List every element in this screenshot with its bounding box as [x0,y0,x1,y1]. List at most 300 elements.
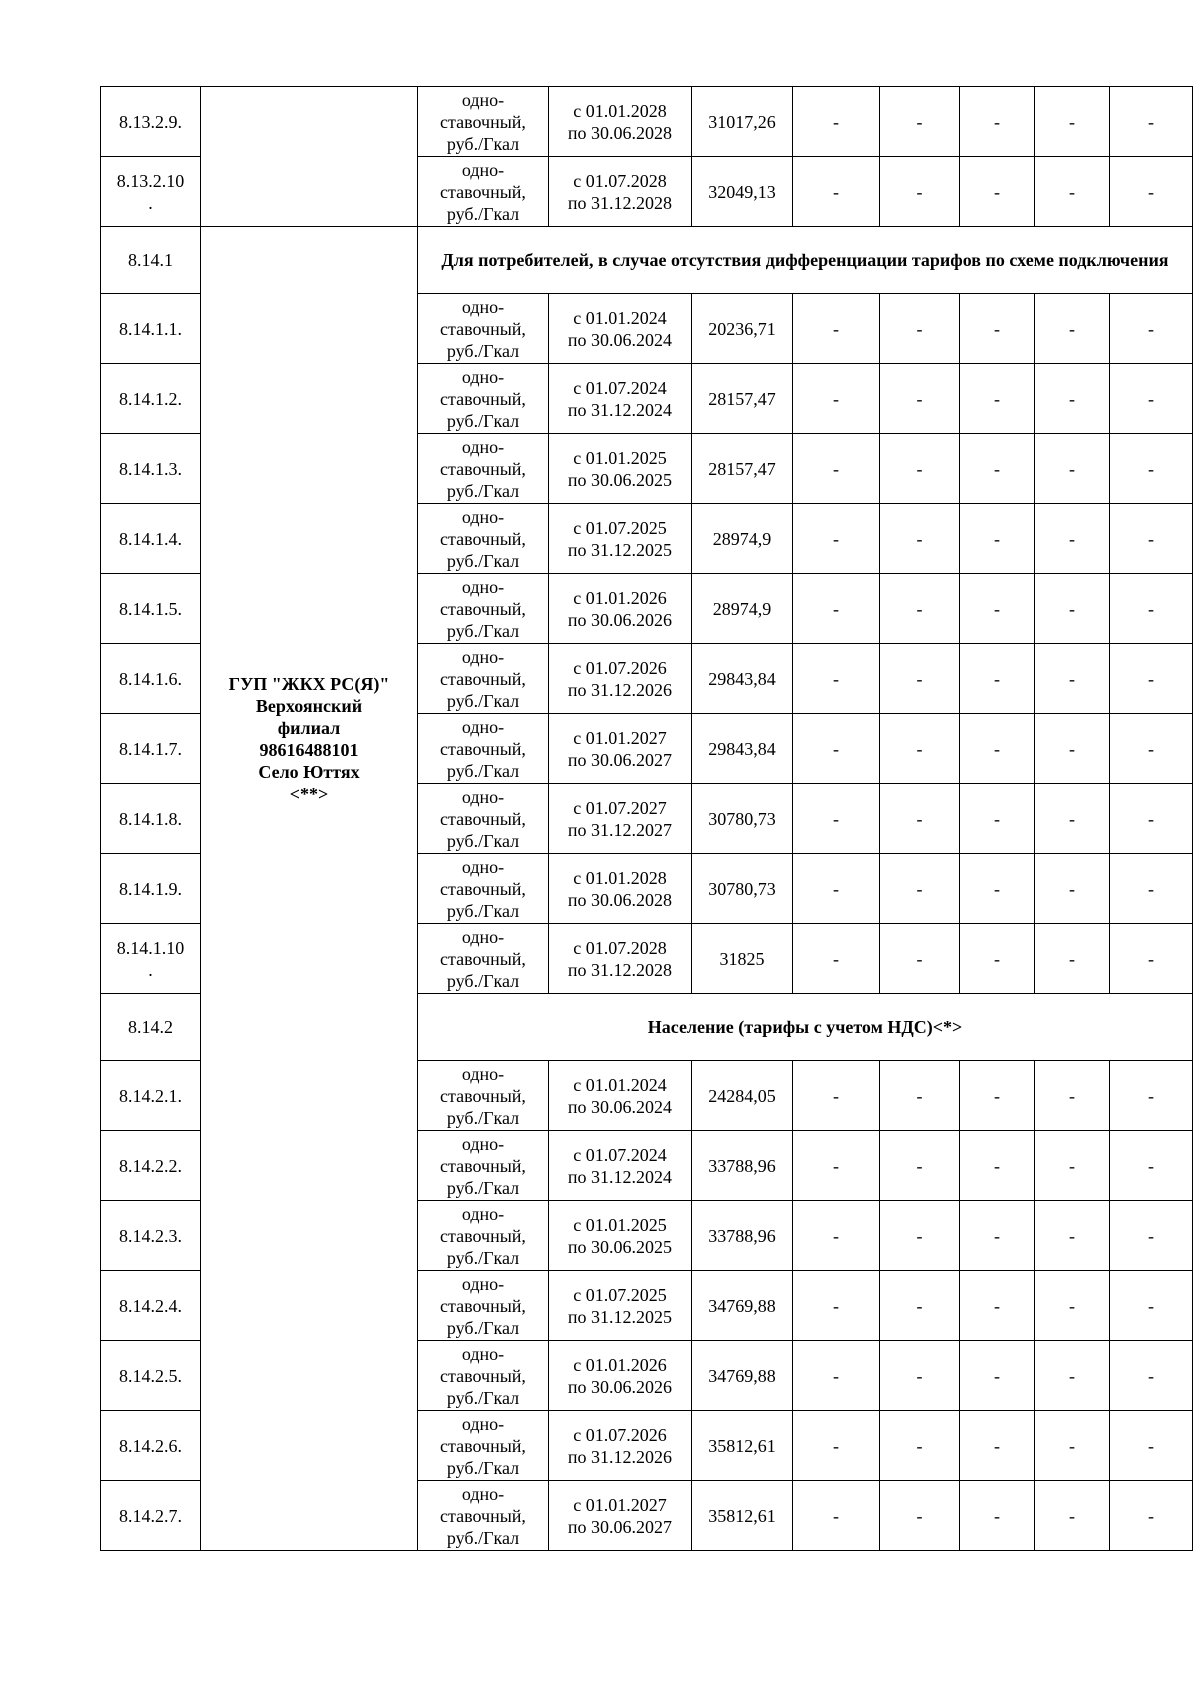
empty-value-dash: - [1110,854,1193,924]
empty-value-dash: - [880,87,960,157]
row-code-text: 8.14.2.3. [119,1225,182,1246]
validity-period-line: по 31.12.2028 [567,959,673,980]
tariff-type-line: ставочный, [440,668,526,689]
empty-value-dash: - [1110,434,1193,504]
empty-value-dash: - [960,1201,1035,1271]
tariff-type [418,504,549,574]
tariff-type-line: руб./Гкал [446,410,520,431]
section-code: 8.14.1 [101,227,201,294]
organization-line: Верхоянский [255,695,363,716]
tariff-type-line: одно- [461,89,505,110]
empty-value-dash: - [1110,784,1193,854]
empty-value-dash: - [1035,1061,1110,1131]
empty-value-dash: - [880,1271,960,1341]
tariff-type-line: одно- [461,1343,505,1364]
empty-value-dash: - [880,157,960,227]
empty-value-dash: - [793,434,880,504]
empty-value-dash: - [793,1061,880,1131]
tariff-type-line: руб./Гкал [446,1457,520,1478]
row-code [101,1271,201,1341]
tariff-value: 31825 [692,924,793,994]
validity-period [549,1341,692,1411]
empty-value-dash: - [960,574,1035,644]
validity-period-line: с 01.01.2026 [573,1354,667,1375]
empty-value-dash: - [1035,157,1110,227]
validity-period-line: с 01.01.2024 [573,307,667,328]
empty-value-dash: - [1035,854,1110,924]
tariff-type [418,854,549,924]
row-code-text: 8.14.1.2. [119,388,182,409]
tariff-value: 34769,88 [692,1271,793,1341]
tariff-type-line: руб./Гкал [446,340,520,361]
tariff-type-line: одно- [461,786,505,807]
validity-period-line: по 31.12.2025 [567,539,673,560]
empty-value-dash: - [880,574,960,644]
row-code-text: 8.13.2.10 [116,170,185,191]
empty-value-dash: - [960,924,1035,994]
tariff-type-line: одно- [461,296,505,317]
empty-value-dash: - [880,924,960,994]
tariff-type-line: ставочный, [440,738,526,759]
validity-period-line: с 01.01.2027 [573,727,667,748]
organization-line: 98616488101 [259,739,359,760]
validity-period-line: с 01.01.2024 [573,1074,667,1095]
validity-period-line: по 30.06.2027 [567,1516,673,1537]
empty-value-dash: - [1035,364,1110,434]
validity-period [549,504,692,574]
empty-value-dash: - [1110,504,1193,574]
empty-value-dash: - [880,504,960,574]
tariff-type-line: руб./Гкал [446,900,520,921]
tariff-type [418,1411,549,1481]
tariff-type-line: руб./Гкал [446,970,520,991]
validity-period [549,1411,692,1481]
validity-period-line: с 01.01.2028 [573,867,667,888]
validity-period [549,1481,692,1551]
empty-value-dash: - [1110,574,1193,644]
validity-period-line: с 01.07.2028 [573,937,667,958]
row-code-text: 8.14.1.10 [116,937,185,958]
tariff-type-line: одно- [461,716,505,737]
empty-value-dash: - [880,1411,960,1481]
empty-value-dash: - [880,714,960,784]
empty-value-dash: - [793,1201,880,1271]
tariff-type-line: ставочный, [440,388,526,409]
tariff-type [418,574,549,644]
row-code [101,1411,201,1481]
tariff-value: 33788,96 [692,1131,793,1201]
tariff-type [418,924,549,994]
tariff-type-line: руб./Гкал [446,550,520,571]
row-code-text: 8.14.2.1. [119,1085,182,1106]
row-code-text: 8.14.1.6. [119,668,182,689]
row-code [101,1341,201,1411]
row-code [101,1481,201,1551]
row-code-text: 8.14.2.6. [119,1435,182,1456]
row-code [101,644,201,714]
tariff-value: 29843,84 [692,714,793,784]
tariff-type-line: ставочный, [440,181,526,202]
validity-period-line: по 31.12.2026 [567,1446,673,1467]
organization-cell [201,227,418,1551]
empty-value-dash: - [793,157,880,227]
empty-value-dash: - [1110,644,1193,714]
row-code-text: 8.14.2.5. [119,1365,182,1386]
empty-value-dash: - [880,434,960,504]
validity-period-line: по 31.12.2026 [567,679,673,700]
empty-value-dash: - [960,364,1035,434]
tariff-type-line: руб./Гкал [446,690,520,711]
tariff-value: 29843,84 [692,644,793,714]
validity-period [549,294,692,364]
tariff-type-line: одно- [461,506,505,527]
tariff-type-line: руб./Гкал [446,1387,520,1408]
tariff-type-line: одно- [461,1273,505,1294]
validity-period-line: по 30.06.2028 [567,122,673,143]
empty-value-dash: - [960,1061,1035,1131]
tariff-type-line: ставочный, [440,1155,526,1176]
row-code [101,784,201,854]
row-code [101,294,201,364]
empty-value-dash: - [1110,1061,1193,1131]
tariff-type-line: ставочный, [440,1365,526,1386]
empty-value-dash: - [1035,1481,1110,1551]
tariff-type-line: ставочный, [440,1295,526,1316]
validity-period [549,1271,692,1341]
empty-value-dash: - [1110,294,1193,364]
row-code-text: 8.14.1.4. [119,528,182,549]
empty-value-dash: - [960,784,1035,854]
tariff-value: 28157,47 [692,434,793,504]
empty-value-dash: - [880,854,960,924]
tariff-value: 30780,73 [692,784,793,854]
organization-line: <**> [289,783,329,804]
validity-period-line: по 30.06.2025 [567,1236,673,1257]
tariff-type-line: одно- [461,646,505,667]
row-code-text: 8.14.1.8. [119,808,182,829]
empty-value-dash: - [1110,364,1193,434]
tariff-type-line: ставочный, [440,1505,526,1526]
tariff-type-line: ставочный, [440,528,526,549]
validity-period-line: с 01.07.2024 [573,377,667,398]
validity-period-line: с 01.07.2025 [573,517,667,538]
tariff-value: 33788,96 [692,1201,793,1271]
validity-period [549,1201,692,1271]
validity-period [549,574,692,644]
tariff-type-line: ставочный, [440,1225,526,1246]
tariff-type-line: ставочный, [440,948,526,969]
tariff-type-line: ставочный, [440,1435,526,1456]
organization-line: филиал [277,717,341,738]
empty-value-dash: - [1035,294,1110,364]
empty-value-dash: - [1035,504,1110,574]
section-code: 8.14.2 [101,994,201,1061]
row-code [101,87,201,157]
empty-value-dash: - [960,1341,1035,1411]
organization-line: ГУП "ЖКХ РС(Я)" [228,673,390,694]
tariff-type [418,1061,549,1131]
tariff-type [418,87,549,157]
tariff-type-line: руб./Гкал [446,620,520,641]
tariff-type-line: одно- [461,436,505,457]
empty-value-dash: - [793,1411,880,1481]
validity-period [549,364,692,434]
empty-value-dash: - [1035,1271,1110,1341]
row-code [101,1131,201,1201]
empty-value-dash: - [960,1271,1035,1341]
tariff-type [418,1271,549,1341]
row-code [101,924,201,994]
row-code [101,364,201,434]
empty-value-dash: - [1035,924,1110,994]
row-code-text: 8.14.2.4. [119,1295,182,1316]
empty-value-dash: - [1110,714,1193,784]
row-code [101,157,201,227]
tariff-type [418,1131,549,1201]
tariff-type-line: одно- [461,576,505,597]
empty-value-dash: - [793,364,880,434]
row-code-suffix: . [148,192,153,213]
tariff-type [418,714,549,784]
table-row [101,87,1193,157]
tariff-value: 35812,61 [692,1481,793,1551]
empty-value-dash: - [880,644,960,714]
validity-period [549,87,692,157]
validity-period [549,644,692,714]
empty-value-dash: - [960,294,1035,364]
section-title: Население (тарифы с учетом НДС)<*> [418,994,1193,1061]
empty-value-dash: - [960,714,1035,784]
validity-period-line: с 01.01.2026 [573,587,667,608]
tariff-type-line: ставочный, [440,111,526,132]
tariff-value: 20236,71 [692,294,793,364]
empty-value-dash: - [793,924,880,994]
validity-period-line: с 01.01.2028 [573,100,667,121]
empty-value-dash: - [1110,157,1193,227]
row-code-text: 8.14.1.9. [119,878,182,899]
empty-value-dash: - [880,294,960,364]
tariff-type [418,157,549,227]
tariff-value: 24284,05 [692,1061,793,1131]
row-code [101,1061,201,1131]
tariff-value: 28157,47 [692,364,793,434]
tariff-type [418,1341,549,1411]
tariff-table-body [101,87,1193,1551]
empty-value-dash: - [960,854,1035,924]
row-code-text: 8.14.2.7. [119,1505,182,1526]
row-code-text: 8.14.1.3. [119,458,182,479]
validity-period-line: с 01.01.2025 [573,1214,667,1235]
validity-period-line: с 01.07.2026 [573,657,667,678]
empty-value-dash: - [793,87,880,157]
validity-period [549,434,692,504]
empty-value-dash: - [1110,924,1193,994]
empty-value-dash: - [880,784,960,854]
empty-value-dash: - [960,87,1035,157]
row-code [101,714,201,784]
organization-line: Село Юттях [258,761,360,782]
empty-value-dash: - [793,854,880,924]
tariff-type [418,294,549,364]
empty-value-dash: - [1110,1131,1193,1201]
tariff-table [100,86,1193,1551]
empty-value-dash: - [960,434,1035,504]
tariff-type-line: руб./Гкал [446,203,520,224]
tariff-type-line: одно- [461,926,505,947]
tariff-type [418,644,549,714]
validity-period [549,854,692,924]
tariff-type [418,364,549,434]
validity-period-line: по 31.12.2024 [567,399,673,420]
empty-value-dash: - [1035,1201,1110,1271]
validity-period-line: с 01.07.2024 [573,1144,667,1165]
validity-period-line: по 31.12.2025 [567,1306,673,1327]
row-code-text: 8.14.1.5. [119,598,182,619]
validity-period-line: с 01.07.2026 [573,1424,667,1445]
empty-value-dash: - [1110,1271,1193,1341]
row-code-suffix: . [148,959,153,980]
tariff-type [418,434,549,504]
tariff-type-line: одно- [461,159,505,180]
row-code [101,504,201,574]
empty-value-dash: - [1110,1411,1193,1481]
tariff-type-line: одно- [461,1133,505,1154]
tariff-value: 34769,88 [692,1341,793,1411]
validity-period-line: по 30.06.2024 [567,1096,673,1117]
validity-period-line: по 30.06.2025 [567,469,673,490]
tariff-type-line: ставочный, [440,458,526,479]
tariff-type-line: руб./Гкал [446,1527,520,1548]
tariff-type-line: одно- [461,1203,505,1224]
empty-value-dash: - [960,1481,1035,1551]
tariff-value: 35812,61 [692,1411,793,1481]
validity-period-line: по 30.06.2028 [567,889,673,910]
tariff-type-line: руб./Гкал [446,133,520,154]
empty-value-dash: - [880,1341,960,1411]
empty-value-dash: - [1035,87,1110,157]
empty-value-dash: - [960,157,1035,227]
validity-period [549,924,692,994]
validity-period-line: с 01.01.2025 [573,447,667,468]
empty-value-dash: - [793,644,880,714]
empty-value-dash: - [880,364,960,434]
empty-value-dash: - [1110,87,1193,157]
validity-period-line: с 01.01.2027 [573,1494,667,1515]
validity-period-line: с 01.07.2028 [573,170,667,191]
row-code [101,1201,201,1271]
validity-period [549,714,692,784]
tariff-type-line: руб./Гкал [446,830,520,851]
validity-period [549,157,692,227]
tariff-type-line: руб./Гкал [446,480,520,501]
row-code-text: 8.14.1.1. [119,318,182,339]
tariff-type-line: руб./Гкал [446,1107,520,1128]
empty-value-dash: - [880,1481,960,1551]
empty-value-dash: - [793,504,880,574]
validity-period-line: по 30.06.2027 [567,749,673,770]
validity-period-line: с 01.07.2025 [573,1284,667,1305]
empty-value-dash: - [1035,784,1110,854]
row-code [101,854,201,924]
row-code-text: 8.14.1.7. [119,738,182,759]
organization-cell-empty [201,87,418,227]
tariff-type-line: одно- [461,1483,505,1504]
tariff-value: 31017,26 [692,87,793,157]
tariff-type-line: одно- [461,856,505,877]
row-code [101,434,201,504]
row-code-text: 8.14.2.2. [119,1155,182,1176]
tariff-type [418,1481,549,1551]
tariff-type-line: одно- [461,366,505,387]
empty-value-dash: - [1035,1411,1110,1481]
empty-value-dash: - [960,1411,1035,1481]
validity-period-line: по 31.12.2024 [567,1166,673,1187]
empty-value-dash: - [880,1061,960,1131]
empty-value-dash: - [793,784,880,854]
section-header-row [101,227,1193,294]
tariff-type-line: ставочный, [440,598,526,619]
row-code-text: 8.13.2.9. [119,111,182,132]
validity-period-line: по 31.12.2028 [567,192,673,213]
empty-value-dash: - [1035,1341,1110,1411]
empty-value-dash: - [793,574,880,644]
tariff-type-line: руб./Гкал [446,760,520,781]
tariff-value: 30780,73 [692,854,793,924]
empty-value-dash: - [793,1341,880,1411]
tariff-type-line: одно- [461,1413,505,1434]
empty-value-dash: - [960,1131,1035,1201]
empty-value-dash: - [1035,574,1110,644]
tariff-type-line: руб./Гкал [446,1177,520,1198]
empty-value-dash: - [960,644,1035,714]
validity-period [549,1061,692,1131]
tariff-value: 32049,13 [692,157,793,227]
tariff-type-line: ставочный, [440,808,526,829]
validity-period [549,1131,692,1201]
tariff-type [418,1201,549,1271]
validity-period-line: с 01.07.2027 [573,797,667,818]
empty-value-dash: - [1035,714,1110,784]
empty-value-dash: - [793,1131,880,1201]
empty-value-dash: - [793,1271,880,1341]
tariff-value: 28974,9 [692,574,793,644]
row-code [101,574,201,644]
tariff-type-line: ставочный, [440,318,526,339]
empty-value-dash: - [1035,1131,1110,1201]
empty-value-dash: - [1110,1201,1193,1271]
empty-value-dash: - [880,1201,960,1271]
tariff-type-line: руб./Гкал [446,1247,520,1268]
section-title: Для потребителей, в случае отсутствия дифференциации тарифов по схеме подключения [418,227,1193,294]
empty-value-dash: - [793,714,880,784]
empty-value-dash: - [793,294,880,364]
tariff-type-line: ставочный, [440,878,526,899]
validity-period [549,784,692,854]
empty-value-dash: - [880,1131,960,1201]
validity-period-line: по 30.06.2026 [567,1376,673,1397]
validity-period-line: по 30.06.2024 [567,329,673,350]
tariff-type-line: одно- [461,1063,505,1084]
empty-value-dash: - [1110,1341,1193,1411]
validity-period-line: по 31.12.2027 [567,819,673,840]
empty-value-dash: - [960,504,1035,574]
tariff-type [418,784,549,854]
tariff-type-line: руб./Гкал [446,1317,520,1338]
empty-value-dash: - [1035,434,1110,504]
validity-period-line: по 30.06.2026 [567,609,673,630]
tariff-value: 28974,9 [692,504,793,574]
empty-value-dash: - [1035,644,1110,714]
